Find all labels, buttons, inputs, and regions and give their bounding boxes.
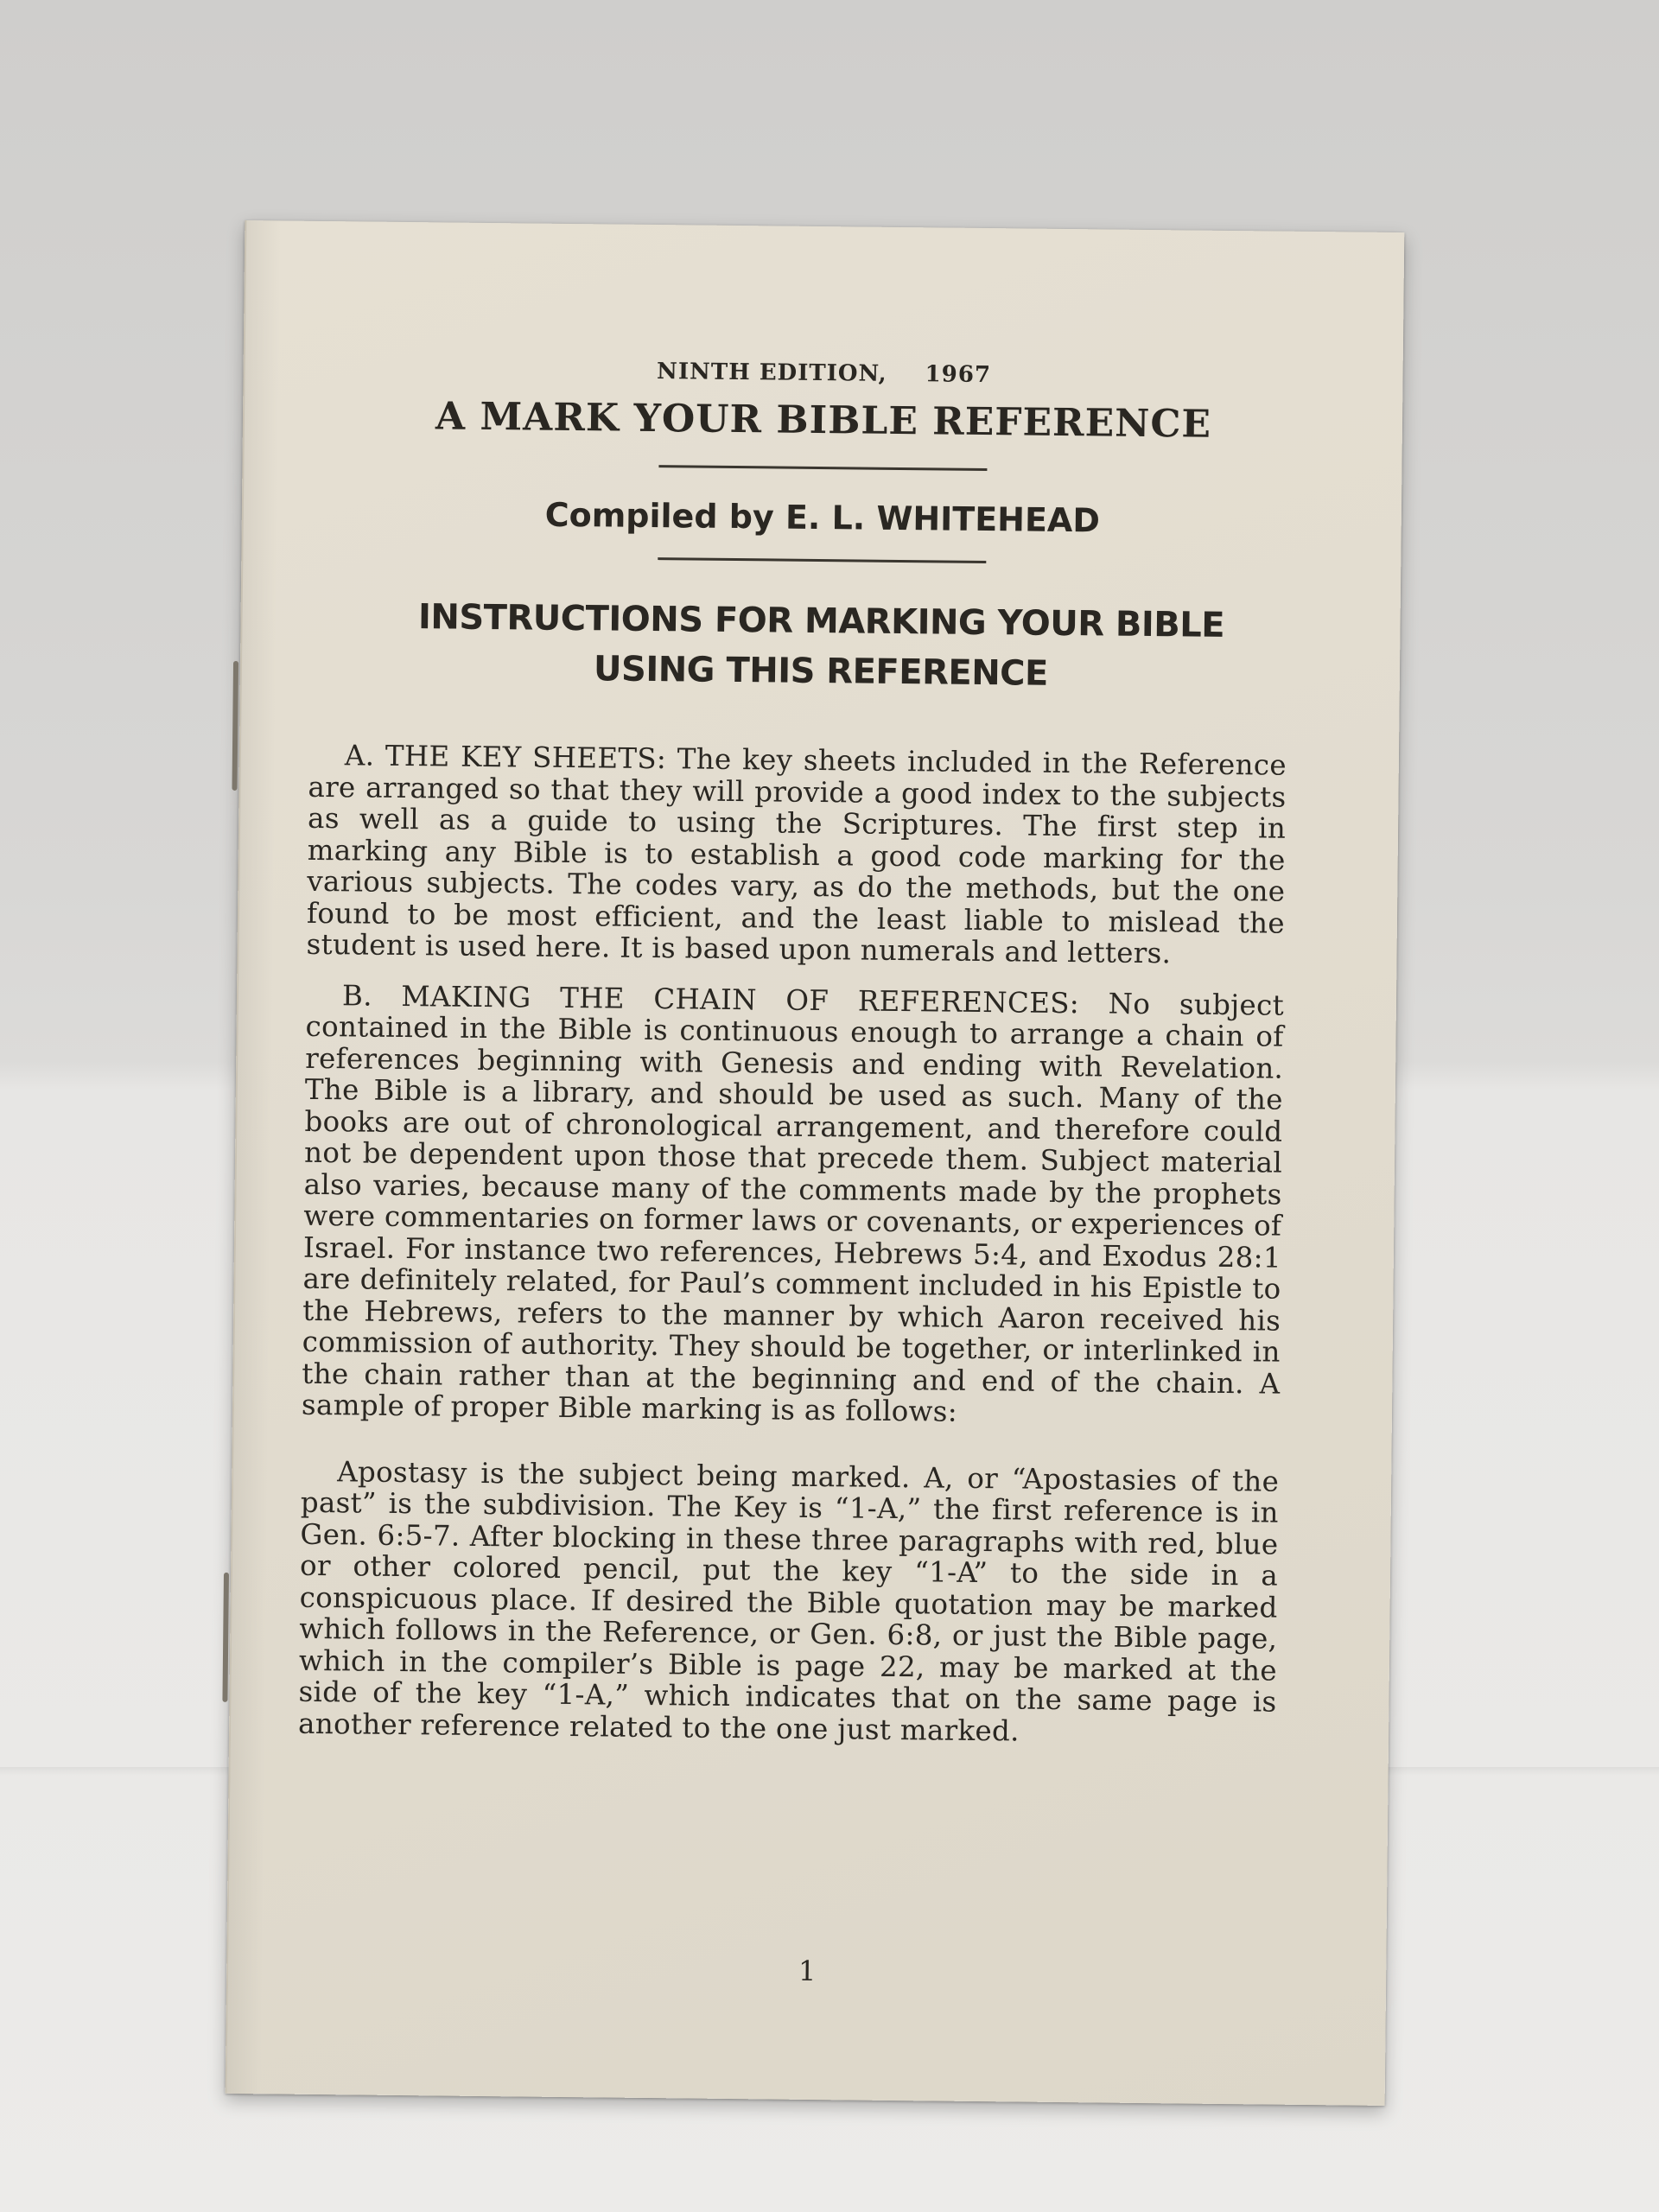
- divider-top: [658, 465, 987, 471]
- instructions-heading-line2: USING THIS REFERENCE: [593, 649, 1049, 694]
- body-text: [298, 740, 1287, 1769]
- page-number: 1: [798, 1954, 817, 1988]
- compiler-line: Compiled by E. L. WHITEHEAD: [544, 495, 1101, 540]
- paragraph-chain-of-references: B. MAKING THE CHAIN OF REFERENCES: No subject contained in the Bible is continuous enough to arrange a chain of references beginning with Genesis and ending with Revelation. The Bible is a library, and should be used as such. Many of the books are out of chronological arrangement, and therefore could not be dependent upon those that precede them. Subject material also varies, because many of the comments made by the prophets were commentaries on former laws or covenants, or experiences of Israel. For instance two references, Hebrews 5:4, and Exodus 28:1 are definitely related, for Paul’s comment included in his Epistle to the Hebrews, refers to the manner by which Aaron received his commission of authority. They should be together, or interlinked in the chain rather than at the beginning and end of the chain. A sample of proper Bible marking is as follows:: [301, 978, 1285, 1428]
- divider-bottom: [658, 557, 986, 563]
- paragraph-sample-marking: Apostasy is the subject being marked. A, or “Apostasies of the past” is the subdivision. The Key is “1-A,” the first reference is in Gen. 6:5-7. After blocking in these three paragraphs with red, blue or other colored pencil, put the key “1-A” to the side in a conspicuous place. If desired the Bible quotation may be marked which follows in the Reference, or Gen. 6:8, or just the Bible page, which in the compiler’s Bible is page 22, may be marked at the side of the key “1-A,” which indicates that on the same page is another reference related to the one just marked.: [297, 1454, 1280, 1748]
- booklet-page: [226, 220, 1405, 2106]
- instructions-heading: [242, 590, 1401, 702]
- staple-bottom: [222, 1573, 229, 1702]
- staple-top: [232, 661, 238, 791]
- document-title: A MARK YOUR BIBLE REFERENCE: [435, 394, 1212, 447]
- edition-year: 1967: [925, 361, 992, 389]
- instructions-heading-line1: INSTRUCTIONS FOR MARKING YOUR BIBLE: [417, 597, 1225, 645]
- edition-label: NINTH EDITION,: [656, 359, 887, 387]
- edition-line: [245, 354, 1402, 392]
- header: [242, 354, 1403, 702]
- paragraph-key-sheets: A. THE KEY SHEETS: The key sheets included in the Reference are arranged so that they will provide a good index to the subjects as well as a guide to using the Scriptures. The first step in marking any Bible is to establish a good code marking for the various subjects. The codes vary, as do the methods, but the one found to be most efficient, and the least liable to mislead the student is used here. It is based upon numerals and letters.: [306, 739, 1287, 970]
